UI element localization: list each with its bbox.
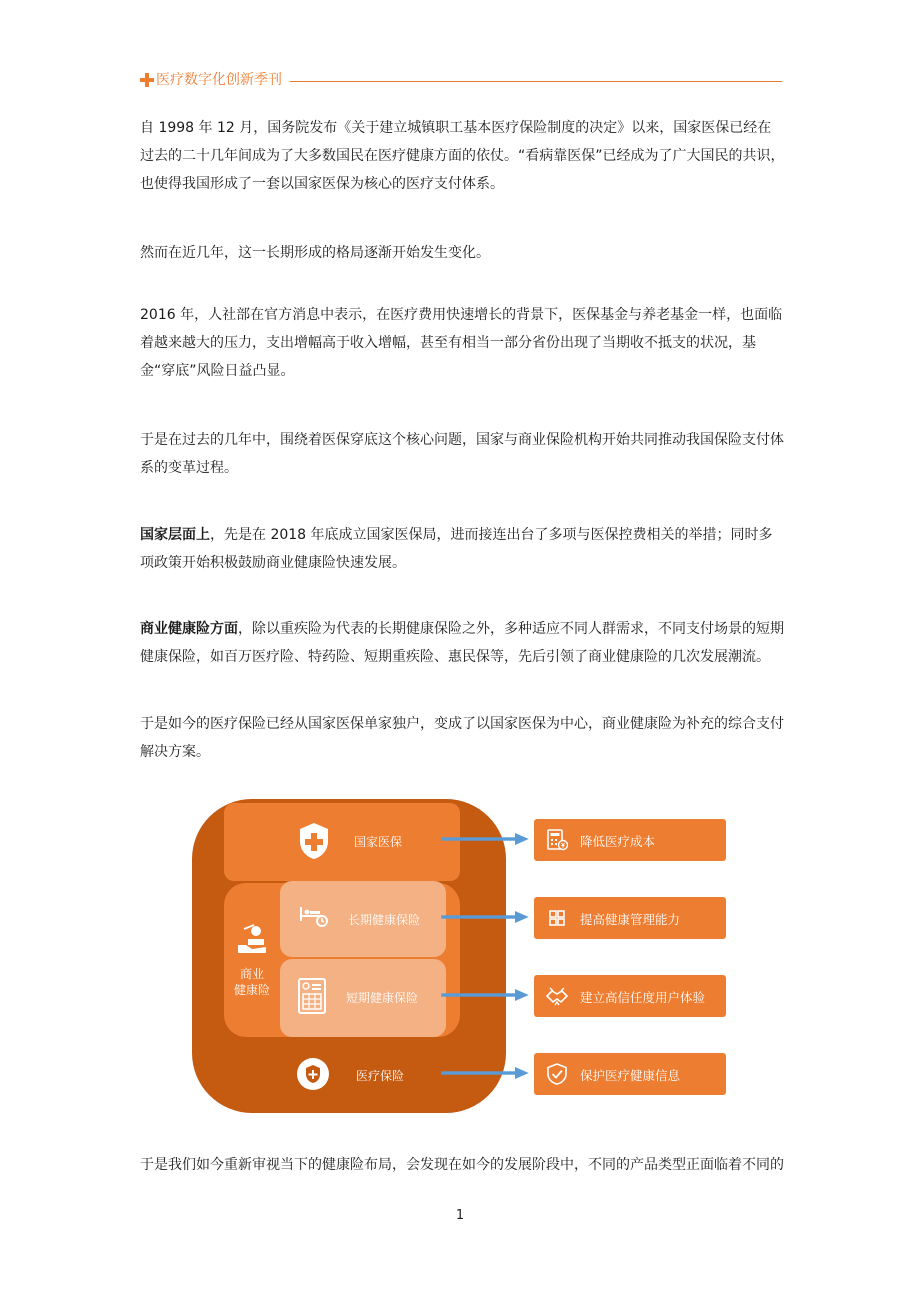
page-number: 1 [455, 1208, 465, 1223]
outcome-3-label: 建立高信任度用户体验 [580, 990, 706, 1005]
bold-lead-commercial: 商业健康险方面 [140, 621, 238, 637]
bold-lead-national: 国家层面上 [140, 527, 210, 543]
header-title: 医疗数字化创新季刊 [156, 72, 282, 88]
paragraph-national [140, 521, 785, 577]
commercial-label-line2: 健康险 [234, 983, 271, 997]
outer-container [192, 799, 506, 1113]
long-term-label: 长期健康保险 [348, 913, 421, 927]
arrow-national [434, 833, 536, 845]
outcome-box-3 [534, 975, 726, 1017]
handshake-icon [546, 985, 568, 1007]
paragraph-national-text: ，先是在 2018 年底成立国家医保局，进而接连出台了多项与医保控费相关的举措；同时多项政策开始积极鼓励商业健康险快速发展。 [140, 527, 773, 571]
header-rule [290, 81, 782, 82]
paragraph-last: 于是我们如今重新审视当下的健康险布局，会发现在如今的发展阶段中，不同的产品类型正面临着不同的 [140, 1157, 784, 1173]
commercial-label-line1: 商业 [240, 967, 265, 981]
arrow-medical [434, 1067, 536, 1079]
paragraph-commercial [140, 615, 785, 671]
shield-plus-icon [296, 1057, 330, 1091]
medical-record-icon [296, 977, 328, 1015]
arrow-short-term [434, 989, 536, 1001]
outcome-4-label: 保护医疗健康信息 [580, 1068, 681, 1083]
outcome-box-2 [534, 897, 726, 939]
outcome-1-label: 降低医疗成本 [580, 834, 656, 849]
paragraph-3: 2016 年，人社部在官方消息中表示，在医疗费用快速增长的背景下，医保基金与养老基金一样，也面临着越来越大的压力，支出增幅高于收入增幅，甚至有相当一部分省份出现了当期收不抵支的状况，基金“穿底”风险日益凸显。 [140, 307, 783, 379]
medical-insurance-label: 医疗保险 [356, 1069, 405, 1083]
hospital-bed-icon [298, 903, 328, 929]
hand-person-icon [236, 923, 270, 955]
national-insurance-block [224, 803, 460, 881]
plus-icon [140, 73, 154, 87]
paragraph-now: 于是如今的医疗保险已经从国家医保单家独户，变成了以国家医保为中心，商业健康险为补充的综合支付解决方案。 [140, 716, 784, 760]
calculator-icon [546, 829, 568, 851]
outcome-box-4 [534, 1053, 726, 1095]
national-label: 国家医保 [354, 835, 403, 849]
paragraph-4: 于是在过去的几年中，围绕着医保穿底这个核心问题，国家与商业保险机构开始共同推动我国保险支付体系的变革过程。 [140, 432, 784, 476]
outcome-box-1 [534, 819, 726, 861]
paragraph-1: 自 1998 年 12 月，国务院发布《关于建立城镇职工基本医疗保险制度的决定》以来，国家医保已经在过去的二十几年间成为了大多数国民在医疗健康方面的依仗。“看病靠医保”已经成为了广大国民的共识，也使得我国形成了一套以国家医保为核心的医疗支付体系。 [140, 120, 785, 192]
short-term-label: 短期健康保险 [346, 991, 419, 1005]
paragraph-commercial-text: ，除以重疾险为代表的长期健康保险之外，多种适应不同人群需求，不同支付场景的短期健康保险，如百万医疗险、特药险、短期重疾险、惠民保等，先后引领了商业健康险的几次发展潮流。 [140, 621, 784, 665]
grid-apps-icon [546, 907, 568, 929]
arrow-long-term [434, 911, 536, 923]
shield-check-icon [546, 1063, 568, 1085]
outcome-2-label: 提高健康管理能力 [580, 912, 681, 927]
page-header [140, 70, 782, 92]
paragraph-2: 然而在近几年，这一长期形成的格局逐渐开始发生变化。 [140, 245, 490, 261]
insurance-diagram [190, 797, 730, 1117]
shield-cross-icon [296, 821, 332, 861]
